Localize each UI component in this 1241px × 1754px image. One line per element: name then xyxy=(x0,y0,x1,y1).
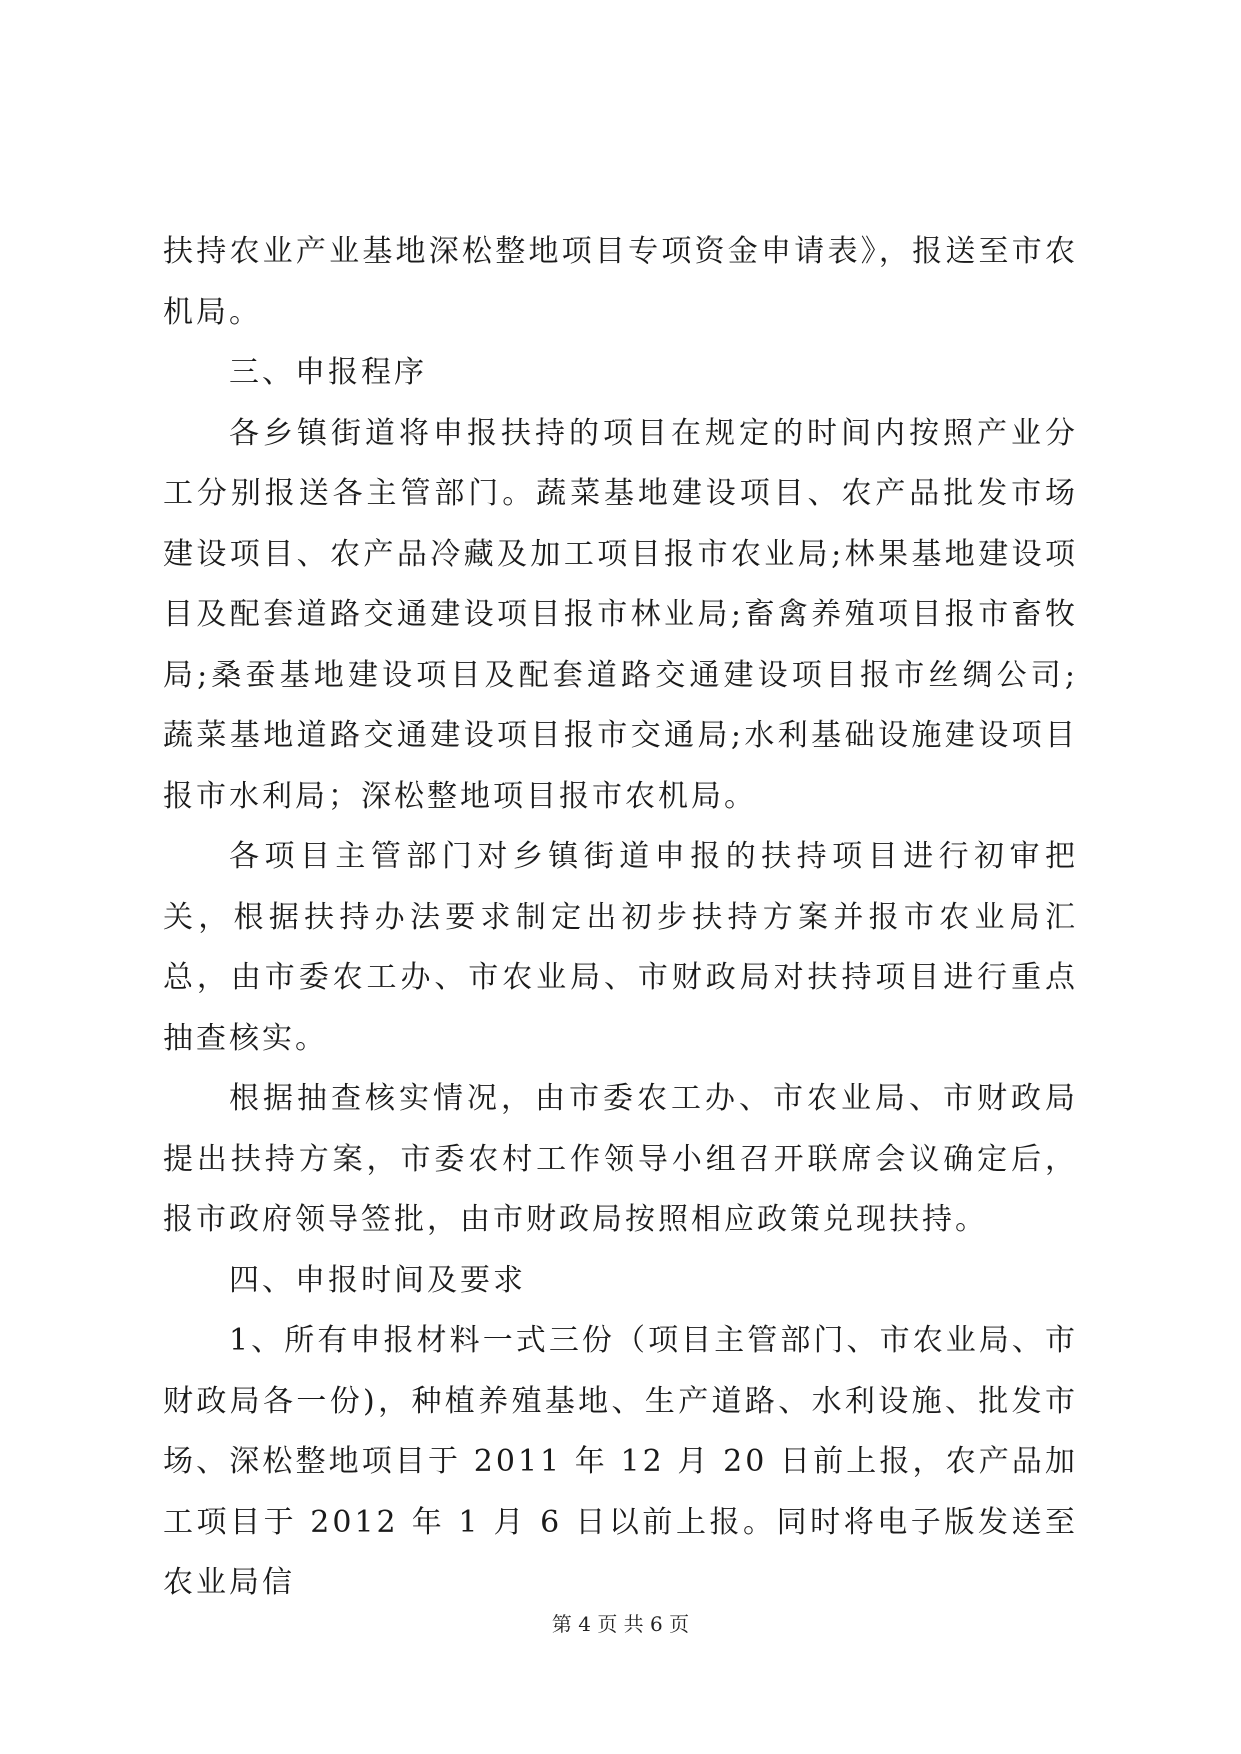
section-heading-time-requirements: 四、申报时间及要求 xyxy=(229,1262,526,1298)
section-heading-procedure: 三、申报程序 xyxy=(229,355,427,390)
document-body xyxy=(163,222,1078,1614)
page-number-footer: 第 4 页 共 6 页 xyxy=(551,1612,690,1636)
paragraph-support-plan: 根据抽查核实情况，由市委农工办、市农业局、市财政局提出扶持方案，市委农村工作领导小组召开联席会议确定后，报市政府领导签批，由市财政局按照相应政策兑现扶持。 xyxy=(163,1081,1078,1237)
paragraph-continuation: 扶持农业产业基地深松整地项目专项资金申请表》，报送至市农机局。 xyxy=(163,234,1078,330)
paragraph-deadline: 1、所有申报材料一式三份（项目主管部门、市农业局、市财政局各一份)，种植养殖基地、生产道路、水利设施、批发市场、深松整地项目于 2011 年 12 月 20 日前上报，农产品加工项目于 2012 年 1 月 6 日以前上报。同时将电子版发送至农业局信 xyxy=(163,1323,1078,1600)
paragraph-submission-departments: 各乡镇街道将申报扶持的项目在规定的时间内按照产业分工分别报送各主管部门。蔬菜基地建设项目、农产品批发市场建设项目、农产品冷藏及加工项目报市农业局;林果基地建设项目及配套道路交通建设项目报市林业局;畜禽养殖项目报市畜牧局;桑蚕基地建设项目及配套道路交通建设项目报市丝绸公司;蔬菜基地道路交通建设项目报市交通局;水利基础设施建设项目报市水利局；深松整地项目报市农机局。 xyxy=(163,415,1078,814)
paragraph-preliminary-review: 各项目主管部门对乡镇街道申报的扶持项目进行初审把关，根据扶持办法要求制定出初步扶持方案并报市农业局汇总，由市委农工办、市农业局、市财政局对扶持项目进行重点抽查核实。 xyxy=(163,839,1078,1056)
